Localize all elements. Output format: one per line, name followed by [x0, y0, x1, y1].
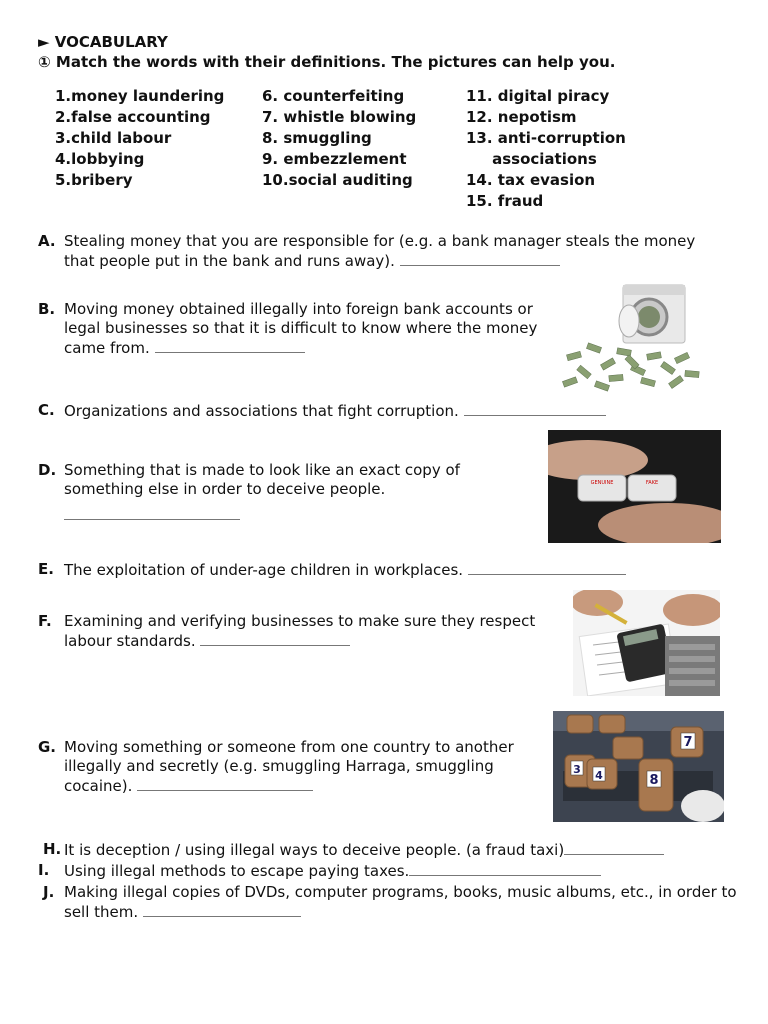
word-item: 5.bribery [55, 171, 133, 189]
definition-text: The exploitation of under-age children in workplaces. [64, 561, 464, 579]
definition-text: Organizations and associations that fight corruption. [64, 402, 459, 420]
smuggling-picture [553, 711, 724, 822]
word-list-column-3 [466, 86, 626, 212]
answer-blank[interactable] [64, 505, 240, 520]
fake-label: FAKE [645, 480, 659, 486]
word-item: 14. tax evasion [466, 171, 596, 189]
answer-blank[interactable] [400, 251, 560, 266]
word-list-column-1 [55, 86, 224, 191]
definition-text: Stealing money that you are responsible for (e.g. a bank manager steals the money that people put in the bank and runs away). [64, 232, 696, 270]
definition-letter: G. [38, 738, 57, 756]
definition-b [38, 300, 538, 358]
word-list-column-2 [262, 86, 416, 191]
answer-blank[interactable] [468, 560, 626, 575]
definition-h [38, 840, 738, 860]
word-item: 4.lobbying [55, 150, 145, 168]
definition-j [38, 883, 738, 922]
definition-text: Examining and verifying businesses to make sure they respect labour standards. [64, 612, 536, 650]
social-auditing-picture [573, 590, 720, 696]
definition-letter: D. [38, 461, 57, 479]
word-item: 11. digital piracy [466, 87, 610, 105]
answer-blank[interactable] [155, 338, 305, 353]
word-item: 9. embezzlement [262, 150, 407, 168]
definition-text: It is deception / using illegal ways to deceive people. (a fraud taxi) [64, 841, 565, 859]
package-number: 7 [683, 735, 693, 750]
definition-text: Moving money obtained illegally into foreign bank accounts or legal businesses so that it is difficult to know where the money came from. [64, 300, 538, 357]
word-item: 7. whistle blowing [262, 108, 417, 126]
answer-blank[interactable] [464, 401, 606, 416]
word-item: 12. nepotism [466, 108, 577, 126]
answer-blank[interactable] [409, 861, 601, 876]
package-number: 3 [573, 763, 581, 776]
definition-letter: B. [38, 300, 56, 318]
definition-e [38, 560, 728, 580]
definition-letter: J. [43, 883, 55, 901]
section-title: ► VOCABULARY [38, 33, 168, 51]
answer-blank[interactable] [137, 776, 313, 791]
definition-letter: I. [38, 861, 50, 879]
word-item: 6. counterfeiting [262, 87, 405, 105]
money-laundering-picture [557, 283, 707, 395]
genuine-label: GENUINE [590, 480, 614, 486]
answer-blank[interactable] [200, 631, 350, 646]
word-item: 3.child labour [55, 129, 172, 147]
definition-c [38, 401, 728, 421]
definition-a [38, 232, 728, 271]
counterfeit-picture [548, 430, 721, 543]
definition-letter: C. [38, 401, 55, 419]
definition-i [38, 861, 738, 881]
answer-blank[interactable] [143, 902, 301, 917]
definition-text: Using illegal methods to escape paying taxes. [64, 862, 410, 880]
definition-d [38, 461, 518, 525]
definition-text: Making illegal copies of DVDs, computer programs, books, music albums, etc., in order to sell them. [64, 883, 737, 921]
definition-letter: A. [38, 232, 56, 250]
word-item: 13. anti-corruption [466, 129, 626, 147]
word-item: 15. fraud [466, 192, 544, 210]
word-item: 8. smuggling [262, 129, 372, 147]
definition-g [38, 738, 538, 796]
definition-letter: H. [43, 840, 62, 858]
definition-f [38, 612, 538, 651]
definition-letter: E. [38, 560, 54, 578]
package-number: 8 [649, 773, 659, 788]
word-item: 2.false accounting [55, 108, 211, 126]
package-number: 4 [595, 769, 603, 782]
definition-text: Moving something or someone from one country to another illegally and secretly (e.g. smuggling Harraga, smuggling cocaine). [64, 738, 514, 795]
answer-blank[interactable] [564, 840, 664, 855]
instruction: ① Match the words with their definitions. The pictures can help you. [38, 53, 616, 71]
definition-text: Something that is made to look like an exact copy of something else in order to deceive people. [64, 461, 460, 498]
word-item: 1.money laundering [55, 87, 225, 105]
definition-letter: F. [38, 612, 52, 630]
word-item: 10.social auditing [262, 171, 413, 189]
word-item: associations [466, 150, 597, 168]
